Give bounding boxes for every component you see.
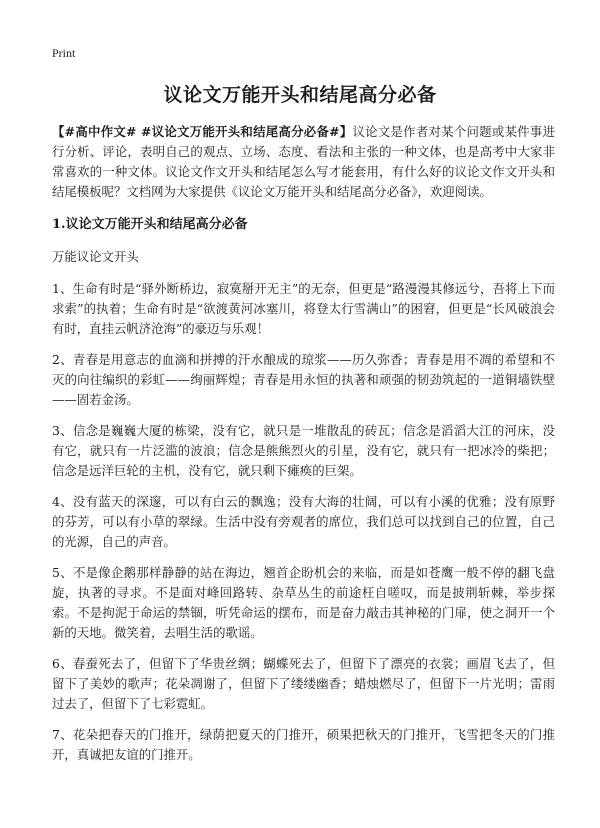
article-title: 议论文万能开头和结尾高分必备 xyxy=(163,84,437,106)
print-link[interactable]: Print xyxy=(52,46,76,60)
intro-text: 议论文是作者对某个问题或某件事进行分析、评论，表明自己的观点、立场、态度、看法和主张的一种文体，也是高考中大家非常喜欢的一种文体。议论文作文开头和结尾怎么写才能套用，有什么好的议论文作文开头和结尾模板呢？文档网为大家提供《议论文万能开头和结尾高分必备》，欢迎阅读。 xyxy=(52,124,556,199)
paragraph-2: 2、青春是用意志的血滴和拼搏的汗水酿成的琼浆——历久弥香；青春是用不凋的希望和不灭的向往编织的彩虹——绚丽辉煌；青春是用永恒的执著和顽强的韧劲筑起的一道铜墙铁壁——固若金汤。 xyxy=(52,352,555,407)
intro-paragraph xyxy=(52,122,555,202)
paragraph-4: 4、没有蓝天的深邃，可以有白云的飘逸；没有大海的壮阔，可以有小溪的优雅；没有原野的芬芳，可以有小草的翠绿。生活中没有旁观者的席位，我们总可以找到自己的位置，自己的光源，自己的声音。 xyxy=(52,494,555,549)
paragraph-6: 6、春蚕死去了，但留下了华贵丝绸；蝴蝶死去了，但留下了漂亮的衣裳；画眉飞去了，但留下了美妙的歌声；花朵凋谢了，但留下了缕缕幽香；蜡烛燃尽了，但留下一片光明；雷雨过去了，但留下了七彩霓虹。 xyxy=(52,656,555,711)
intro-tags: 【#高中作文# #议论文万能开头和结尾高分必备#】 xyxy=(52,124,353,139)
paragraph-5: 5、不是像企鹅那样静静的站在海边，翘首企盼机会的来临，而是如苍鹰一般不停的翻飞盘旋，执著的寻求。不是面对峰回路转、杂草丛生的前途枉自嗟叹，而是披荆斩棘，举步探索。不是拘泥于命运的禁锢，听凭命运的摆布，而是奋力敲击其神秘的门扉，使之洞开一个新的天地。微笑着，去唱生活的歌谣。 xyxy=(52,565,555,640)
paragraph-7: 7、花朵把春天的门推开，绿荫把夏天的门推开，硕果把秋天的门推开，飞雪把冬天的门推开，真诚把友谊的门推开。 xyxy=(52,727,555,762)
section-heading: 1.议论文万能开头和结尾高分必备 xyxy=(52,217,248,232)
sub-heading: 万能议论文开头 xyxy=(52,249,139,264)
article-body xyxy=(52,122,555,776)
paragraph-1: 1、生命有时是“驿外断桥边，寂寞掰开无主”的无奈，但更是“路漫漫其修远兮，吾将上下而求索”的执着；生命有时是“欲渡黄河冰塞川，将登太行雪满山”的困窘，但更是“长风破浪会有时，直挂云帆济沧海”的豪迈与乐观！ xyxy=(52,281,555,336)
paragraph-3: 3、信念是巍巍大厦的栋梁，没有它，就只是一堆散乱的砖瓦；信念是滔滔大江的河床，没有它，就只有一片泛滥的波浪；信念是熊熊烈火的引星，没有它，就只有一把冰冷的柴把；信念是远洋巨轮的主机，没有它，就只剩下瘫痪的巨架。 xyxy=(52,423,555,478)
